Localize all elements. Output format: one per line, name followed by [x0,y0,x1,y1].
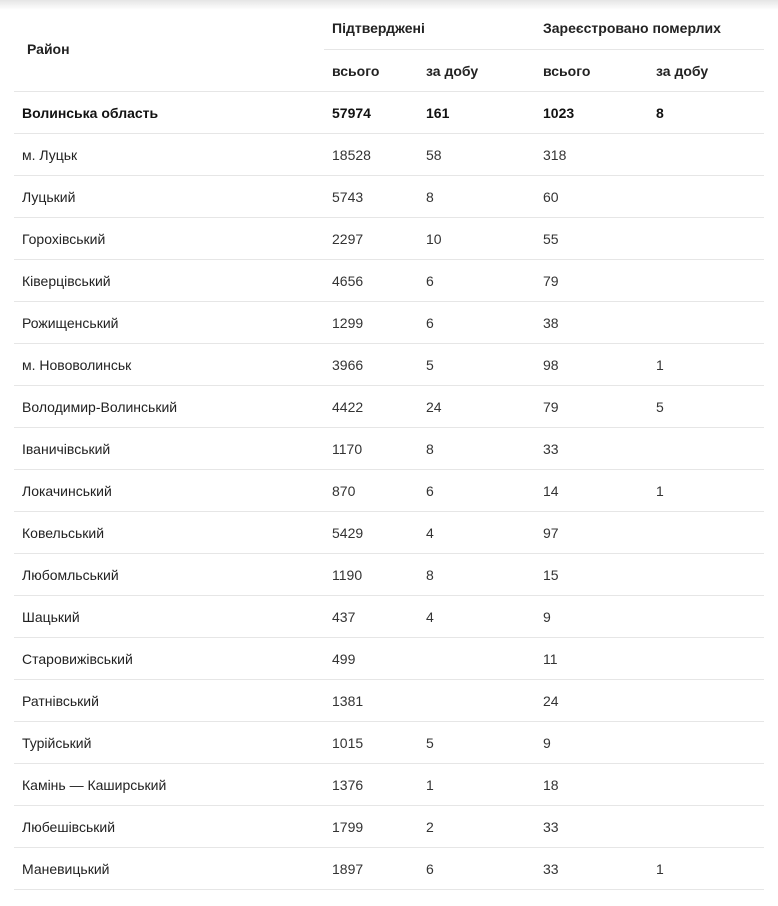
deaths-total-cell: 318 [535,134,648,176]
confirmed-total-header: всього [324,50,418,92]
deaths-total-header: всього [535,50,648,92]
deaths-total-cell: 33 [535,848,648,890]
table-body [14,92,764,890]
confirmed-day-cell: 8 [418,428,535,470]
deaths-day-cell [648,512,764,554]
table-row [14,344,764,386]
deaths-group-header: Зареєстровано померлих [535,7,764,50]
deaths-total-cell: 24 [535,680,648,722]
covid-stats-table [14,7,764,890]
confirmed-day-cell: 1 [418,764,535,806]
table-row-total [14,92,764,134]
table-row [14,218,764,260]
confirmed-day-cell: 10 [418,218,535,260]
deaths-total-cell: 18 [535,764,648,806]
deaths-total-cell: 9 [535,722,648,764]
table-row [14,260,764,302]
district-cell: Камінь — Каширський [14,764,324,806]
confirmed-total-cell: 18528 [324,134,418,176]
confirmed-total-cell: 1190 [324,554,418,596]
deaths-total-cell: 97 [535,512,648,554]
district-cell: Любешівський [14,806,324,848]
table-row [14,764,764,806]
deaths-day-cell [648,260,764,302]
deaths-day-cell [648,134,764,176]
header-row-groups [14,7,764,50]
district-cell: Іваничівський [14,428,324,470]
deaths-total-cell: 38 [535,302,648,344]
confirmed-day-cell [418,680,535,722]
table-row [14,554,764,596]
deaths-day-cell [648,218,764,260]
table-row [14,512,764,554]
confirmed-day-cell: 6 [418,302,535,344]
confirmed-total-cell: 1381 [324,680,418,722]
confirmed-day-cell: 8 [418,176,535,218]
confirmed-total-cell: 1897 [324,848,418,890]
district-cell: Луцький [14,176,324,218]
deaths-day-cell [648,176,764,218]
table-row [14,806,764,848]
deaths-total-cell: 60 [535,176,648,218]
district-cell: Рожищенський [14,302,324,344]
confirmed-day-cell: 4 [418,596,535,638]
confirmed-total-cell: 1015 [324,722,418,764]
deaths-day-cell [648,722,764,764]
deaths-day-cell [648,554,764,596]
district-cell: Локачинський [14,470,324,512]
district-cell: Шацький [14,596,324,638]
confirmed-total-cell: 499 [324,638,418,680]
district-cell: м. Нововолинськ [14,344,324,386]
district-cell: Ковельський [14,512,324,554]
deaths-total-cell: 98 [535,344,648,386]
deaths-day-cell: 8 [648,92,764,134]
deaths-total-cell: 14 [535,470,648,512]
district-cell: Волинська область [14,92,324,134]
deaths-day-cell [648,428,764,470]
deaths-day-cell: 1 [648,470,764,512]
confirmed-total-cell: 5743 [324,176,418,218]
confirmed-day-cell [418,638,535,680]
confirmed-day-header: за добу [418,50,535,92]
deaths-total-cell: 79 [535,386,648,428]
deaths-day-cell [648,680,764,722]
confirmed-total-cell: 1299 [324,302,418,344]
table-row [14,848,764,890]
deaths-day-cell [648,596,764,638]
confirmed-total-cell: 4656 [324,260,418,302]
district-cell: Любомльський [14,554,324,596]
district-cell: Маневицький [14,848,324,890]
confirmed-day-cell: 6 [418,470,535,512]
confirmed-total-cell: 1376 [324,764,418,806]
confirmed-day-cell: 24 [418,386,535,428]
deaths-day-cell [648,806,764,848]
deaths-day-cell: 5 [648,386,764,428]
table-row [14,680,764,722]
deaths-total-cell: 1023 [535,92,648,134]
table-row [14,428,764,470]
confirmed-total-cell: 870 [324,470,418,512]
deaths-day-cell [648,764,764,806]
district-cell: Турійський [14,722,324,764]
confirmed-day-cell: 4 [418,512,535,554]
deaths-day-cell [648,302,764,344]
confirmed-day-cell: 8 [418,554,535,596]
district-column-header: Район [14,7,324,92]
table-row [14,134,764,176]
table-header [14,7,764,92]
confirmed-day-cell: 161 [418,92,535,134]
district-cell: Ківерцівський [14,260,324,302]
deaths-total-cell: 33 [535,428,648,470]
confirmed-total-cell: 1170 [324,428,418,470]
deaths-day-cell [648,638,764,680]
confirmed-day-cell: 5 [418,722,535,764]
district-cell: Ратнівський [14,680,324,722]
table-row [14,386,764,428]
deaths-day-cell: 1 [648,848,764,890]
confirmed-day-cell: 58 [418,134,535,176]
table-row [14,176,764,218]
table-row [14,638,764,680]
confirmed-total-cell: 437 [324,596,418,638]
district-cell: Володимир-Волинський [14,386,324,428]
confirmed-total-cell: 1799 [324,806,418,848]
confirmed-day-cell: 2 [418,806,535,848]
district-cell: м. Луцьк [14,134,324,176]
confirmed-total-cell: 5429 [324,512,418,554]
deaths-total-cell: 15 [535,554,648,596]
deaths-total-cell: 33 [535,806,648,848]
deaths-total-cell: 11 [535,638,648,680]
district-cell: Старовижівський [14,638,324,680]
confirmed-total-cell: 2297 [324,218,418,260]
table-row [14,302,764,344]
table-row [14,470,764,512]
deaths-day-header: за добу [648,50,764,92]
confirmed-total-cell: 57974 [324,92,418,134]
table-row [14,722,764,764]
deaths-day-cell: 1 [648,344,764,386]
confirmed-group-header: Підтверджені [324,7,535,50]
deaths-total-cell: 9 [535,596,648,638]
confirmed-day-cell: 6 [418,260,535,302]
confirmed-total-cell: 3966 [324,344,418,386]
confirmed-day-cell: 6 [418,848,535,890]
confirmed-day-cell: 5 [418,344,535,386]
deaths-total-cell: 55 [535,218,648,260]
confirmed-total-cell: 4422 [324,386,418,428]
table-row [14,596,764,638]
district-cell: Горохівський [14,218,324,260]
deaths-total-cell: 79 [535,260,648,302]
